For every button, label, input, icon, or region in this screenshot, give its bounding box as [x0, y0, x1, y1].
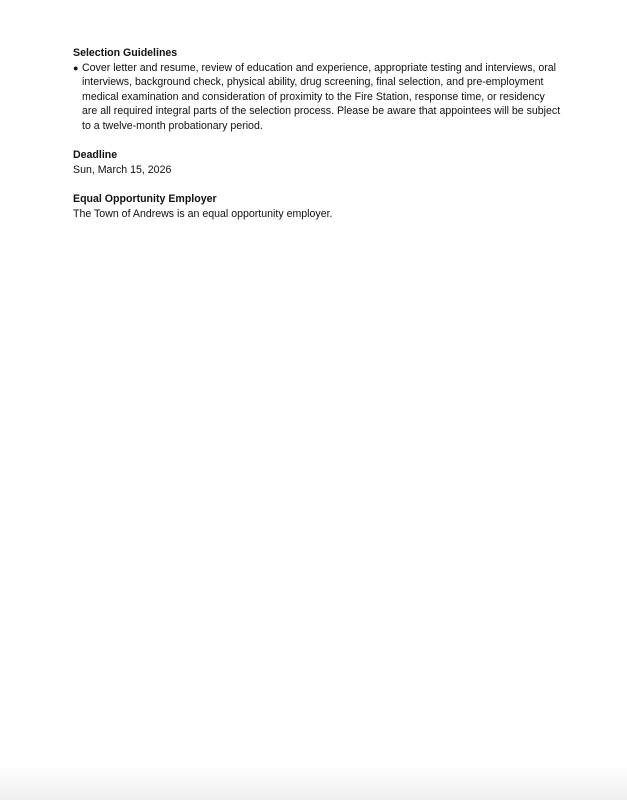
document-content: [73, 46, 563, 221]
selection-guidelines-heading: Selection Guidelines: [73, 47, 178, 59]
equal-opportunity-text: The Town of Andrews is an equal opportunity employer.: [73, 207, 333, 220]
selection-guidelines-text: Cover letter and resume, review of education and experience, appropriate testing and interviews, oral interviews, background check, physical ability, drug screening, final selection, and pre-employment medical examination and consideration of proximity to the Fire Station, response time, or residency are all required integral parts of the selection process. Please be aware that appointees will be subject to a twelve-month probationary period.: [82, 61, 561, 132]
deadline-date: Sun, March 15, 2026: [73, 163, 172, 176]
selection-guidelines-bullet: [73, 61, 563, 134]
page-bottom-shade: [0, 766, 627, 800]
equal-opportunity-section: [73, 192, 563, 221]
selection-guidelines-section: [73, 46, 563, 134]
bullet-icon: ●: [73, 62, 79, 73]
deadline-section: [73, 148, 563, 177]
deadline-heading: Deadline: [73, 149, 118, 162]
equal-opportunity-heading: Equal Opportunity Employer: [73, 192, 217, 205]
